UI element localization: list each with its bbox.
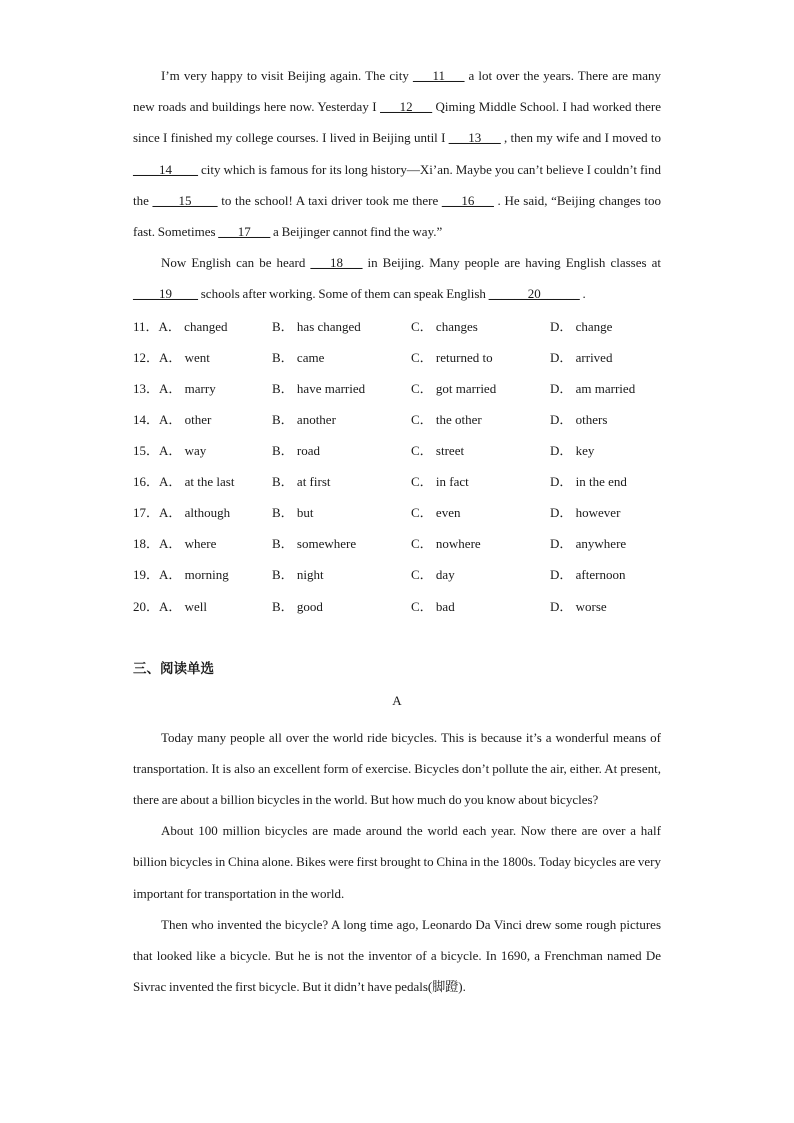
option-b: B． came [272, 349, 325, 365]
option-b: B． road [272, 443, 321, 459]
option-row [133, 496, 661, 527]
question-number: 20． [133, 598, 160, 614]
question-number: 13． [133, 380, 160, 396]
option-c: C． nowhere [411, 536, 481, 552]
text-run: to the school! A taxi driver took me there [217, 192, 442, 208]
cloze-paragraph-1 [133, 60, 661, 247]
option-b: B． has changed [272, 318, 361, 334]
blank-18: ___18___ [310, 255, 363, 271]
text-run: , then my wife and I moved to [500, 130, 662, 146]
option-d: D． am married [550, 380, 636, 396]
option-a: A． although [159, 505, 231, 521]
option-c: C． day [411, 567, 455, 583]
question-number: 12． [133, 349, 160, 365]
option-d: D． others [550, 411, 608, 427]
option-row [133, 589, 661, 620]
option-d: D． key [550, 443, 595, 459]
section-heading: 三、阅读单选 [133, 660, 214, 677]
option-b: B． good [272, 598, 323, 614]
option-cell-a [133, 564, 272, 583]
text-run: Qiming Middle School. I had worked there since I finished my college courses. I lived in Beijing until I [133, 99, 661, 146]
option-cell-a [133, 440, 272, 459]
blank-11: ___11___ [412, 68, 465, 83]
blank-14: ____14____ [133, 161, 198, 177]
text-run: I’m very happy to visit Beijing again. The city [161, 68, 413, 83]
passage-label: A [392, 692, 402, 708]
reading-paragraph: Today many people all over the world ride bicycles. This is because it’s a wonderful means of transportation. It is also an excellent form of exercise. Bicycles don’t pollute the air, either. At present, there are about a billion bicycles in the world. But how much do you know about bicycles? [133, 729, 661, 807]
option-c: C． got married [411, 380, 497, 396]
blank-15: ____15____ [152, 192, 218, 208]
option-a: A． well [159, 598, 208, 614]
question-number: 16． [133, 474, 160, 490]
option-d: D． worse [550, 598, 607, 614]
option-row [133, 465, 661, 496]
option-d: D． afternoon [550, 567, 626, 583]
option-c: C． returned to [411, 349, 493, 365]
text-run: Now English can be heard [161, 255, 311, 271]
blank-16: ___16___ [441, 192, 494, 208]
options-list [133, 310, 661, 621]
option-row [133, 341, 661, 372]
option-cell-a [133, 316, 272, 335]
reading-paragraph: Then who invented the bicycle? A long time ago, Leonardo Da Vinci drew some rough pictures that looked like a bicycle. But he is not the inventor of a bicycle. In 1690, a Frenchman named De Sivrac invented the first bicycle. But it didn’t have pedals(脚蹬). [133, 916, 661, 995]
option-b: B． but [272, 505, 314, 521]
option-cell-a [133, 378, 272, 397]
option-c: C． street [411, 443, 465, 459]
option-c: C． changes [411, 318, 478, 334]
blank-20: ______20______ [488, 286, 580, 302]
question-number: 17． [133, 505, 160, 521]
option-cell-a [133, 347, 272, 366]
option-c: C． even [411, 505, 461, 521]
text-run: city which is famous for its long history—Xi’an. Maybe you can’t believe I couldn’t find the [133, 161, 661, 208]
blank-12: ___12___ [380, 99, 433, 115]
question-number: 15． [133, 443, 160, 459]
option-c: C． the other [411, 411, 482, 427]
option-b: B． night [272, 567, 324, 583]
option-d: D． anywhere [550, 536, 627, 552]
reading-passage [133, 722, 661, 1003]
option-c: C． bad [411, 598, 455, 614]
option-b: B． somewhere [272, 536, 357, 552]
option-a: A． way [159, 443, 207, 459]
option-row [133, 403, 661, 434]
text-run: a Beijinger cannot find the way.” [270, 224, 443, 240]
text-run: a lot over the years. There are many new roads and buildings here now. Yesterday I [133, 68, 662, 115]
blank-19: ____19____ [133, 286, 198, 302]
option-a: A． other [159, 411, 212, 427]
option-cell-a [133, 471, 272, 490]
option-cell-a [133, 596, 272, 615]
text-run: in Beijing. Many people are having English classes at [362, 255, 661, 271]
option-b: B． at first [272, 474, 331, 490]
option-row [133, 434, 661, 465]
option-a: A． morning [159, 567, 229, 583]
option-c: C． in fact [411, 474, 469, 490]
document-page [133, 60, 661, 1002]
option-cell-a [133, 409, 272, 428]
blank-13: ___13___ [448, 130, 501, 146]
option-a: A． where [159, 536, 217, 552]
option-cell-a [133, 502, 272, 521]
option-a: A． changed [158, 318, 228, 334]
option-row [133, 310, 661, 341]
question-number: 14． [133, 411, 160, 427]
option-row [133, 558, 661, 589]
blank-17: ___17___ [218, 224, 271, 240]
text-run: . He said, “Beijing changes too fast. Sometimes [133, 192, 661, 240]
option-row [133, 372, 661, 403]
option-a: A． marry [159, 380, 216, 396]
option-cell-a [133, 533, 272, 552]
option-a: A． at the last [159, 474, 235, 490]
option-row [133, 527, 661, 558]
text-run: schools after working. Some of them can speak English [198, 286, 489, 302]
option-b: B． another [272, 411, 336, 427]
question-number: 11． [133, 318, 159, 334]
option-d: D． in the end [550, 474, 627, 490]
question-number: 19． [133, 567, 160, 583]
option-d: D． however [550, 505, 621, 521]
option-d: D． arrived [550, 349, 613, 365]
reading-paragraph: About 100 million bicycles are made around the world each year. Now there are over a half billion bicycles in China alone. Bikes were first brought to China in the 1800s. Today bicycles are very important for transportation in the world. [133, 823, 661, 901]
cloze-paragraph-2 [133, 247, 661, 309]
option-d: D． change [550, 318, 613, 334]
option-a: A． went [159, 349, 210, 365]
text-run: . [579, 286, 586, 302]
option-b: B． have married [272, 380, 366, 396]
question-number: 18． [133, 536, 160, 552]
